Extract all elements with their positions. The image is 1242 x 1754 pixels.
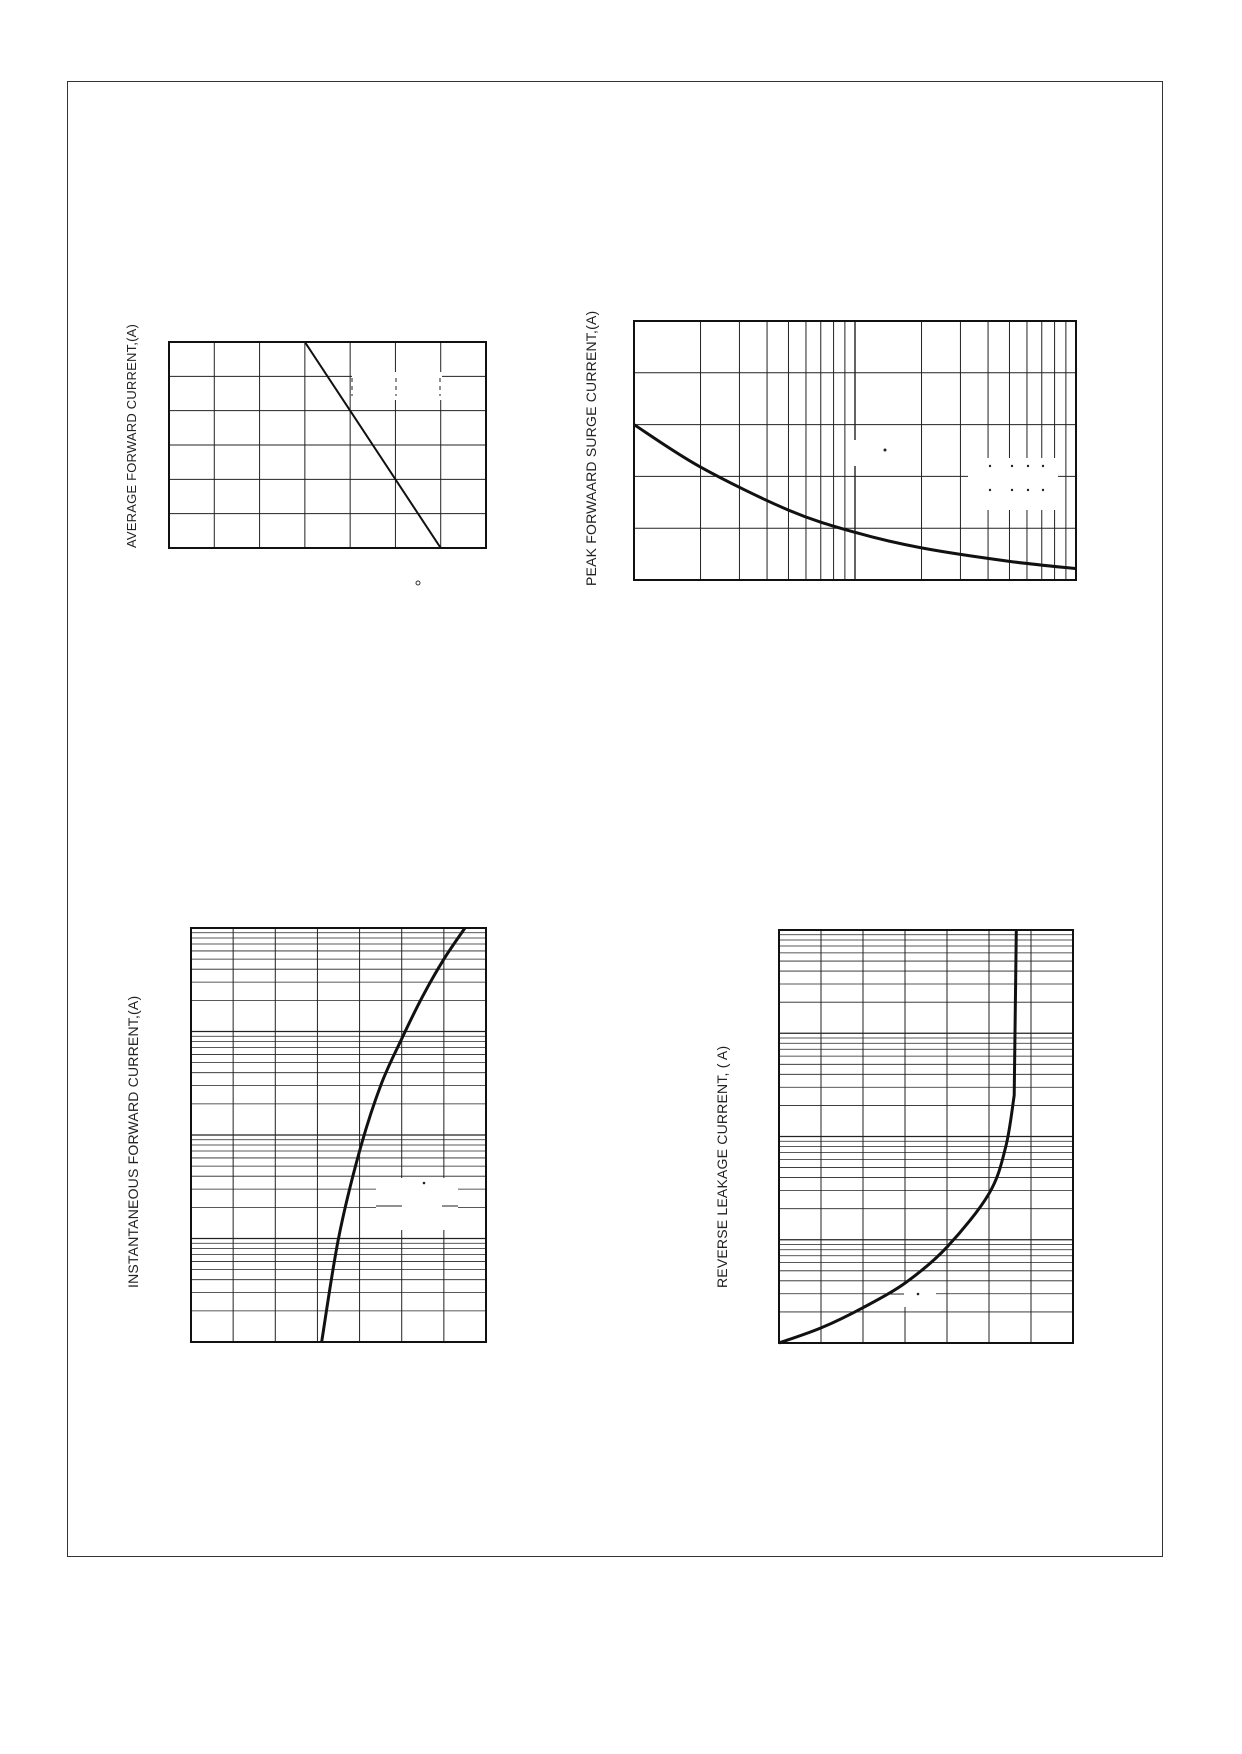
y-axis-label-reverse-leakage-current: REVERSE LEAKAGE CURRENT, ( A) [714, 1045, 730, 1288]
page-frame [67, 81, 1163, 1557]
y-axis-label-instantaneous-forward-current: INSTANTANEOUS FORWARD CURRENT,(A) [125, 995, 141, 1288]
y-axis-label-average-forward-current: AVERAGE FORWARD CURRENT,(A) [124, 323, 139, 548]
y-axis-label-peak-forward-surge-current: PEAK FORWAARD SURGE CURRENT,(A) [583, 310, 599, 586]
